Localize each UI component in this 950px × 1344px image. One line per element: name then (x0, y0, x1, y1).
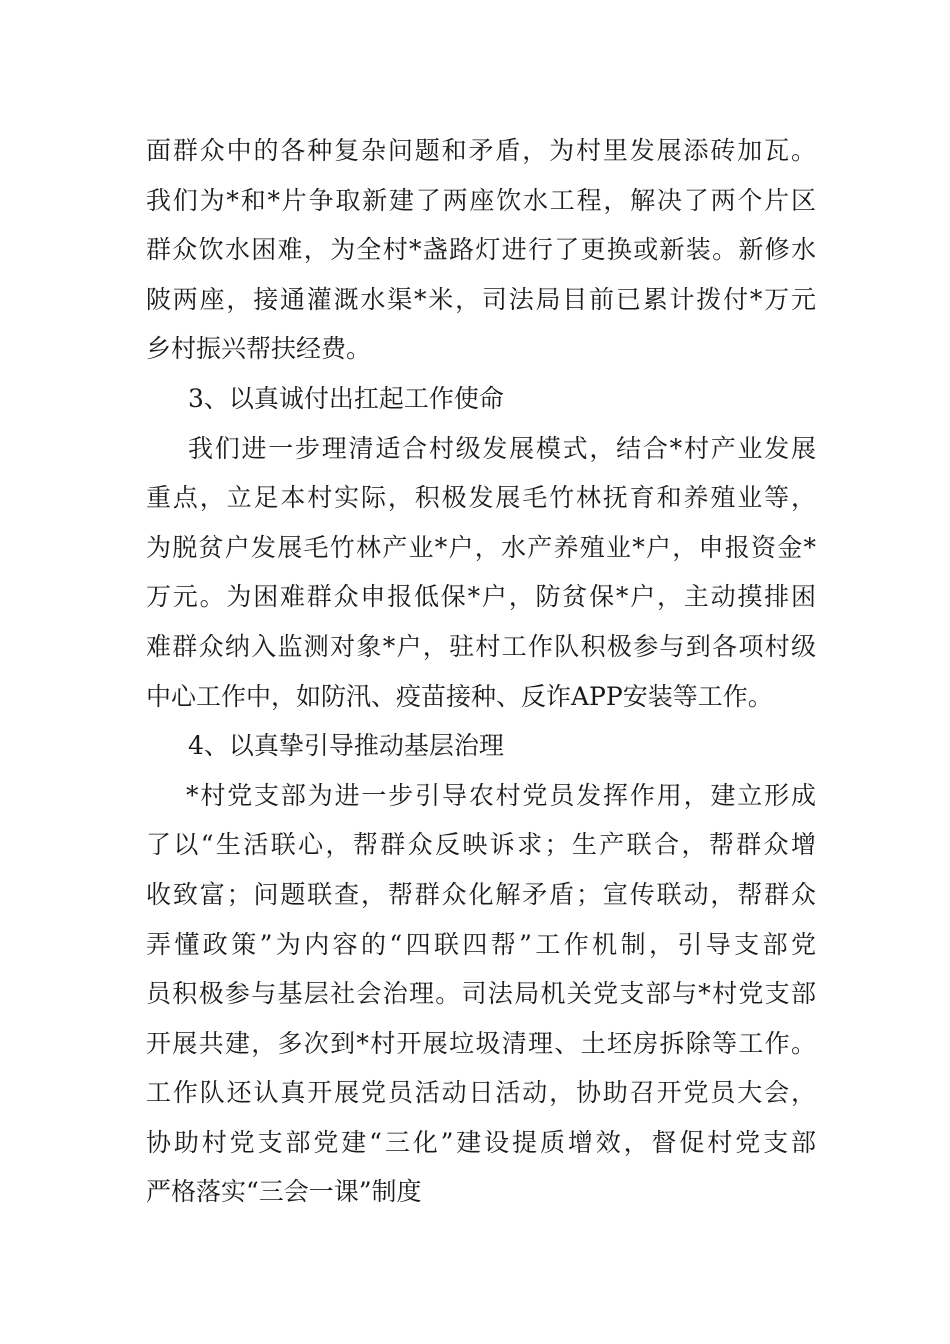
paragraph-line: 中心工作中，如防汛、疫苗接种、反诈APP安装等工作。 (146, 681, 773, 711)
paragraph-line: 协助村党支部党建“三化”建设提质增效，督促村党支部 (146, 1127, 816, 1157)
paragraph-line: 工作队还认真开展党员活动日活动，协助召开党员大会， (146, 1078, 816, 1108)
paragraph-line: 乡村振兴帮扶经费。 (146, 334, 372, 364)
section-heading: 4、以真挚引导推动基层治理 (188, 731, 504, 761)
paragraph-line: 面群众中的各种复杂问题和矛盾，为村里发展添砖加瓦。 (146, 136, 816, 165)
paragraph-line: 弄懂政策”为内容的“四联四帮”工作机制，引导支部党 (146, 929, 816, 959)
paragraph-line: 严格落实“三会一课”制度 (146, 1177, 422, 1207)
paragraph-line: *村党支部为进一步引导农村党员发挥作用，建立形成 (186, 780, 816, 810)
paragraph-line: 收致富；问题联查，帮群众化解矛盾；宣传联动，帮群众 (146, 879, 816, 909)
paragraph-line: 开展共建，多次到*村开展垃圾清理、土坯房拆除等工作。 (146, 1028, 816, 1058)
document-body (146, 126, 816, 1217)
paragraph-line: 群众饮水困难，为全村*盏路灯进行了更换或新装。新修水 (146, 235, 816, 265)
paragraph-line: 万元。为困难群众申报低保*户，防贫保*户，主动摸排困 (146, 582, 816, 612)
section-heading: 3、以真诚付出扛起工作使命 (188, 383, 504, 413)
paragraph-line: 陂两座，接通灌溉水渠*米，司法局目前已累计拨付*万元 (146, 284, 816, 314)
paragraph-line: 为脱贫户发展毛竹林产业*户，水产养殖业*户，申报资金* (146, 532, 816, 562)
paragraph-line: 了以“生活联心，帮群众反映诉求；生产联合，帮群众增 (146, 830, 816, 860)
paragraph-line: 重点，立足本村实际，积极发展毛竹林抚育和养殖业等， (146, 483, 816, 513)
paragraph-line: 难群众纳入监测对象*户，驻村工作队积极参与到各项村级 (146, 631, 816, 661)
paragraph-line: 员积极参与基层社会治理。司法局机关党支部与*村党支部 (146, 979, 816, 1009)
paragraph-line: 我们为*和*片争取新建了两座饮水工程，解决了两个片区 (146, 185, 816, 215)
paragraph-line: 我们进一步理清适合村级发展模式，结合*村产业发展 (188, 433, 816, 463)
